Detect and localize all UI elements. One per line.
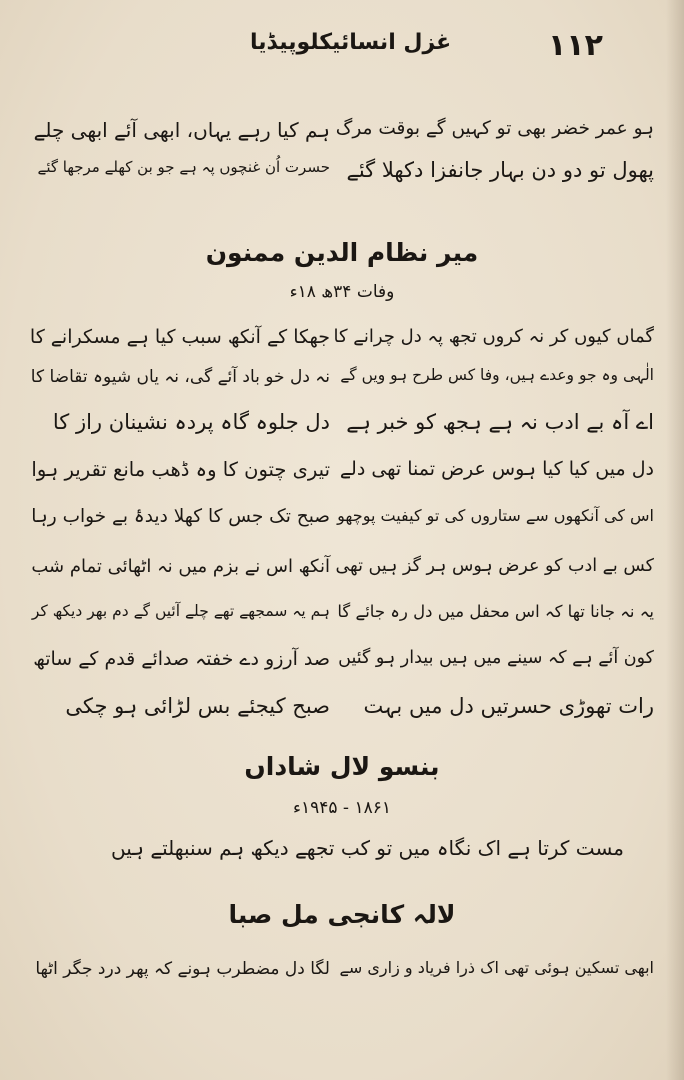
couplet-second-line: ہم کیا رہے یہاں، ابھی آئے ابھی چلے bbox=[33, 118, 330, 142]
couplet bbox=[0, 506, 684, 540]
couplet-first-line: یہ نہ جانا تھا کہ اس محفل میں دل رہ جائے گا bbox=[337, 602, 654, 621]
couplet bbox=[0, 958, 684, 992]
couplet-second-line: کب تجھے دیکھ ہم سنبھلتے ہیں bbox=[111, 836, 370, 860]
couplet bbox=[0, 366, 684, 400]
couplet bbox=[0, 694, 684, 728]
poet-dates: ۱۸۶۱ - ۱۹۴۵ء bbox=[292, 798, 391, 818]
couplet-first-line: اس کی آنکھوں سے ستاروں کی تو کیفیت پوچھو bbox=[337, 506, 654, 525]
couplet-second-line: نہ دل خو باد آئے گی، نہ یاں شیوہ تقاضا کا bbox=[30, 367, 330, 387]
poet-heading: لالہ کانجی مل صبا bbox=[228, 900, 456, 929]
running-title: غزل انسائیکلوپیڈیا bbox=[250, 30, 452, 55]
couplet-first-line: ابھی تسکین ہوئی تھی اک ذرا فریاد و زاری سے bbox=[339, 958, 654, 977]
couplet bbox=[0, 410, 684, 444]
couplet-second-line: صد آرزو دے خفتہ صدائے قدم کے ساتھ bbox=[33, 648, 330, 670]
couplet-first-line: کون آئے ہے کہ سینے میں ہیں بیدار ہو گئیں bbox=[338, 648, 654, 668]
couplet bbox=[0, 118, 684, 152]
couplet-second-line: لگا دل مضطرب ہونے کہ پھر درد جگر اٹھا bbox=[35, 959, 330, 979]
couplet bbox=[0, 556, 684, 590]
couplet-second-line: حسرت اُن غنچوں پہ ہے جو بن کھلے مرجھا گئے bbox=[37, 158, 330, 176]
couplet-second-line: جھکا کے آنکھ سبب کیا ہے مسکرانے کا bbox=[29, 326, 330, 348]
couplet bbox=[0, 648, 684, 682]
couplet-first-line: رات تھوڑی حسرتیں دل میں بہت bbox=[363, 694, 654, 718]
couplet-second-line: آنکھ اس نے بزم میں نہ اٹھائی تمام شب bbox=[31, 556, 330, 577]
couplet-first-line: پھول تو دو دن بہار جانفزا دکھلا گئے bbox=[346, 158, 654, 182]
couplet-first-line: دل میں کیا کیا ہوس عرض تمنا تھی دلے bbox=[339, 458, 654, 480]
couplet-second-line: تیری چتون کا وہ ڈھب مانع تقریر ہوا bbox=[31, 458, 330, 481]
couplet-first-line: ہو عمر خضر بھی تو کہیں گے بوقت مرگ bbox=[335, 118, 654, 139]
page-number: ۱۱۲ bbox=[548, 28, 603, 63]
couplet bbox=[0, 158, 684, 192]
poet-dates: وفات ۳۴ھ ۱۸ء bbox=[289, 282, 395, 302]
couplet-second-line: دل جلوہ گاہ پردہ نشینان راز کا bbox=[52, 410, 330, 434]
couplet-first-line: گماں کیوں کر نہ کروں تجھ پہ دل چرانے کا bbox=[333, 326, 654, 347]
couplet-first-line: الٰہی وہ جو وعدے ہیں، وفا کس طرح ہو ویں گے bbox=[340, 366, 654, 384]
couplet bbox=[0, 836, 684, 870]
couplet-first-line: کس بے ادب کو عرض ہوس ہر گز ہیں تھی bbox=[335, 556, 654, 576]
couplet-first-line: اے آہ بے ادب نہ ہے ہجھ کو خبر ہے bbox=[346, 410, 654, 434]
poet-heading: میر نظام الدین ممنون bbox=[205, 238, 479, 267]
couplet-second-line: ہم یہ سمجھے تھے چلے آئیں گے دم بھر دیکھ کر bbox=[31, 602, 330, 620]
couplet bbox=[0, 326, 684, 360]
couplet-first-line: مست کرتا ہے اک نگاہ میں تو bbox=[376, 836, 624, 860]
couplet bbox=[0, 602, 684, 636]
poet-heading: بنسو لال شاداں bbox=[244, 752, 440, 781]
couplet-second-line: صبح تک جس کا کھلا دیدۂ بے خواب رہا bbox=[31, 506, 330, 527]
couplet-second-line: صبح کیجئے بس لڑائی ہو چکی bbox=[65, 694, 330, 718]
couplet bbox=[0, 458, 684, 492]
